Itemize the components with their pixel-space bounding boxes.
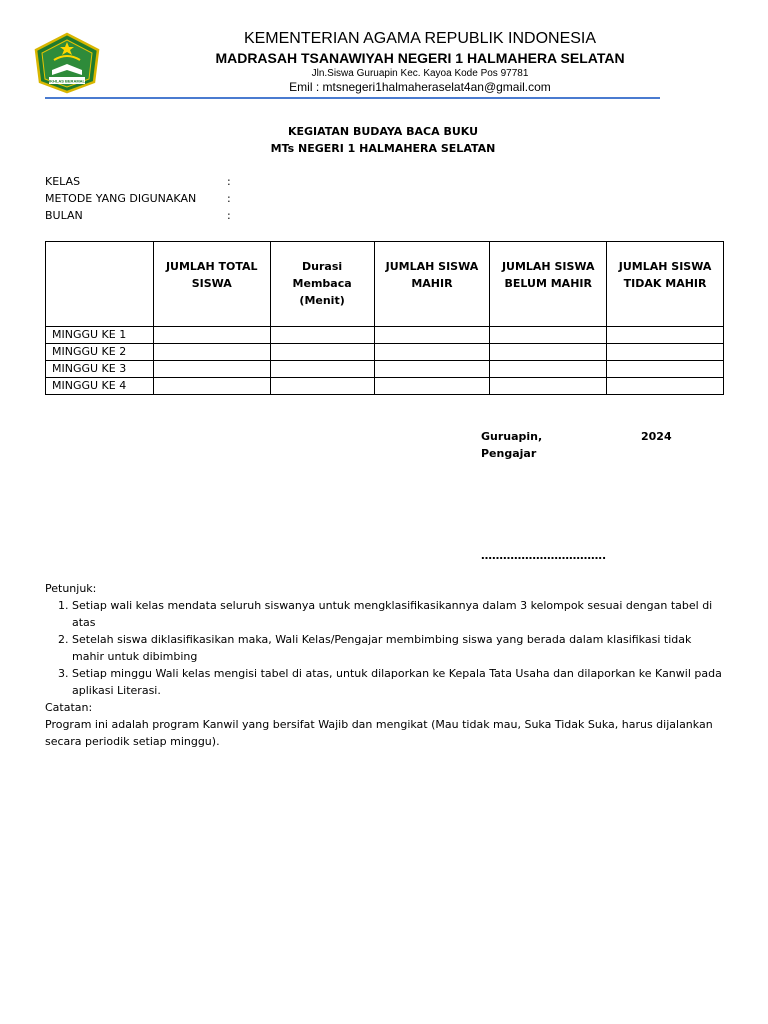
table-cell[interactable] (490, 378, 607, 395)
field-separator: : (227, 209, 231, 222)
table-cell[interactable] (153, 361, 270, 378)
field-separator: : (227, 175, 231, 188)
row-label: MINGGU KE 4 (46, 378, 154, 395)
table-cell[interactable] (607, 361, 724, 378)
list-item: 1. Setiap wali kelas mendata seluruh siswanya untuk mengklasifikasikannya dalam 3 kelompok sesuai dengan tabel di atas (72, 597, 725, 631)
field-label: METODE YANG DIGUNAKAN (45, 192, 197, 205)
table-cell[interactable] (374, 378, 490, 395)
table-cell[interactable] (490, 327, 607, 344)
table-header-cell: JUMLAH TOTAL SISWA (153, 242, 270, 327)
table-cell[interactable] (153, 344, 270, 361)
signature-year: 2024 (641, 430, 672, 443)
instructions-section (45, 580, 725, 750)
table-header-cell: Durasi Membaca (Menit) (270, 242, 374, 327)
field-metode (45, 192, 231, 205)
row-label: MINGGU KE 2 (46, 344, 154, 361)
field-label: BULAN (45, 209, 83, 222)
ministry-name: KEMENTERIAN AGAMA REPUBLIK INDONESIA (243, 30, 597, 47)
instructions-list (45, 597, 725, 699)
school-address: Jln.Siswa Guruapin Kec. Kayoa Kode Pos 97781 (311, 68, 529, 79)
field-kelas (45, 175, 231, 188)
table-cell[interactable] (270, 361, 374, 378)
table-cell[interactable] (490, 361, 607, 378)
list-item: 3. Setiap minggu Wali kelas mengisi tabel di atas, untuk dilaporkan ke Kepala Tata Usaha dan dilaporkan ke Kanwil pada aplikasi Literasi. (72, 665, 725, 699)
table-header-cell: JUMLAH SISWA MAHIR (374, 242, 490, 327)
row-label: MINGGU KE 1 (46, 327, 154, 344)
table-cell[interactable] (153, 327, 270, 344)
table-header-cell: JUMLAH SISWA BELUM MAHIR (490, 242, 607, 327)
ministry-logo (32, 32, 102, 94)
table-cell[interactable] (270, 344, 374, 361)
table-cell[interactable] (607, 327, 724, 344)
signature-role: Pengajar (481, 447, 537, 460)
reading-table (45, 241, 724, 395)
table-cell[interactable] (374, 327, 490, 344)
field-separator: : (227, 192, 231, 205)
table-cell[interactable] (374, 344, 490, 361)
school-email: Emil : mtsnegeri1halmaheraselat4an@gmail.com (289, 80, 551, 94)
svg-text:IKHLAS BERAMAL: IKHLAS BERAMAL (49, 78, 85, 84)
signature-place: Guruapin, (481, 430, 543, 443)
document-title: KEGIATAN BUDAYA BACA BUKU (287, 125, 479, 138)
table-header-cell: JUMLAH SISWA TIDAK MAHIR (607, 242, 724, 327)
table-cell[interactable] (607, 378, 724, 395)
field-bulan (45, 209, 231, 222)
table-cell[interactable] (153, 378, 270, 395)
table-row (46, 344, 724, 361)
table-cell[interactable] (270, 378, 374, 395)
instructions-heading: Petunjuk: (45, 582, 97, 595)
table-cell[interactable] (607, 344, 724, 361)
notes-heading: Catatan: (45, 701, 93, 714)
document-subtitle: MTs NEGERI 1 HALMAHERA SELATAN (270, 142, 496, 155)
field-label: KELAS (45, 175, 81, 188)
school-name: MADRASAH TSANAWIYAH NEGERI 1 HALMAHERA SELATAN (215, 50, 625, 66)
signature-name-line: ……………………………. (481, 549, 607, 562)
table-row (46, 327, 724, 344)
table-row (46, 378, 724, 395)
header-divider (45, 97, 660, 99)
table-header-cell (46, 242, 154, 327)
notes-text: Program ini adalah program Kanwil yang bersifat Wajib dan mengikat (Mau tidak mau, Suka Tidak Suka, harus dijalankan secara periodik setiap minggu). (45, 718, 713, 748)
table-cell[interactable] (270, 327, 374, 344)
list-item: 2. Setelah siswa diklasifikasikan maka, Wali Kelas/Pengajar membimbing siswa yang berada dalam klasifikasi tidak mahir untuk dibimbing (72, 631, 725, 665)
table-header-row (46, 242, 724, 327)
table-row (46, 361, 724, 378)
table-cell[interactable] (490, 344, 607, 361)
row-label: MINGGU KE 3 (46, 361, 154, 378)
table-cell[interactable] (374, 361, 490, 378)
